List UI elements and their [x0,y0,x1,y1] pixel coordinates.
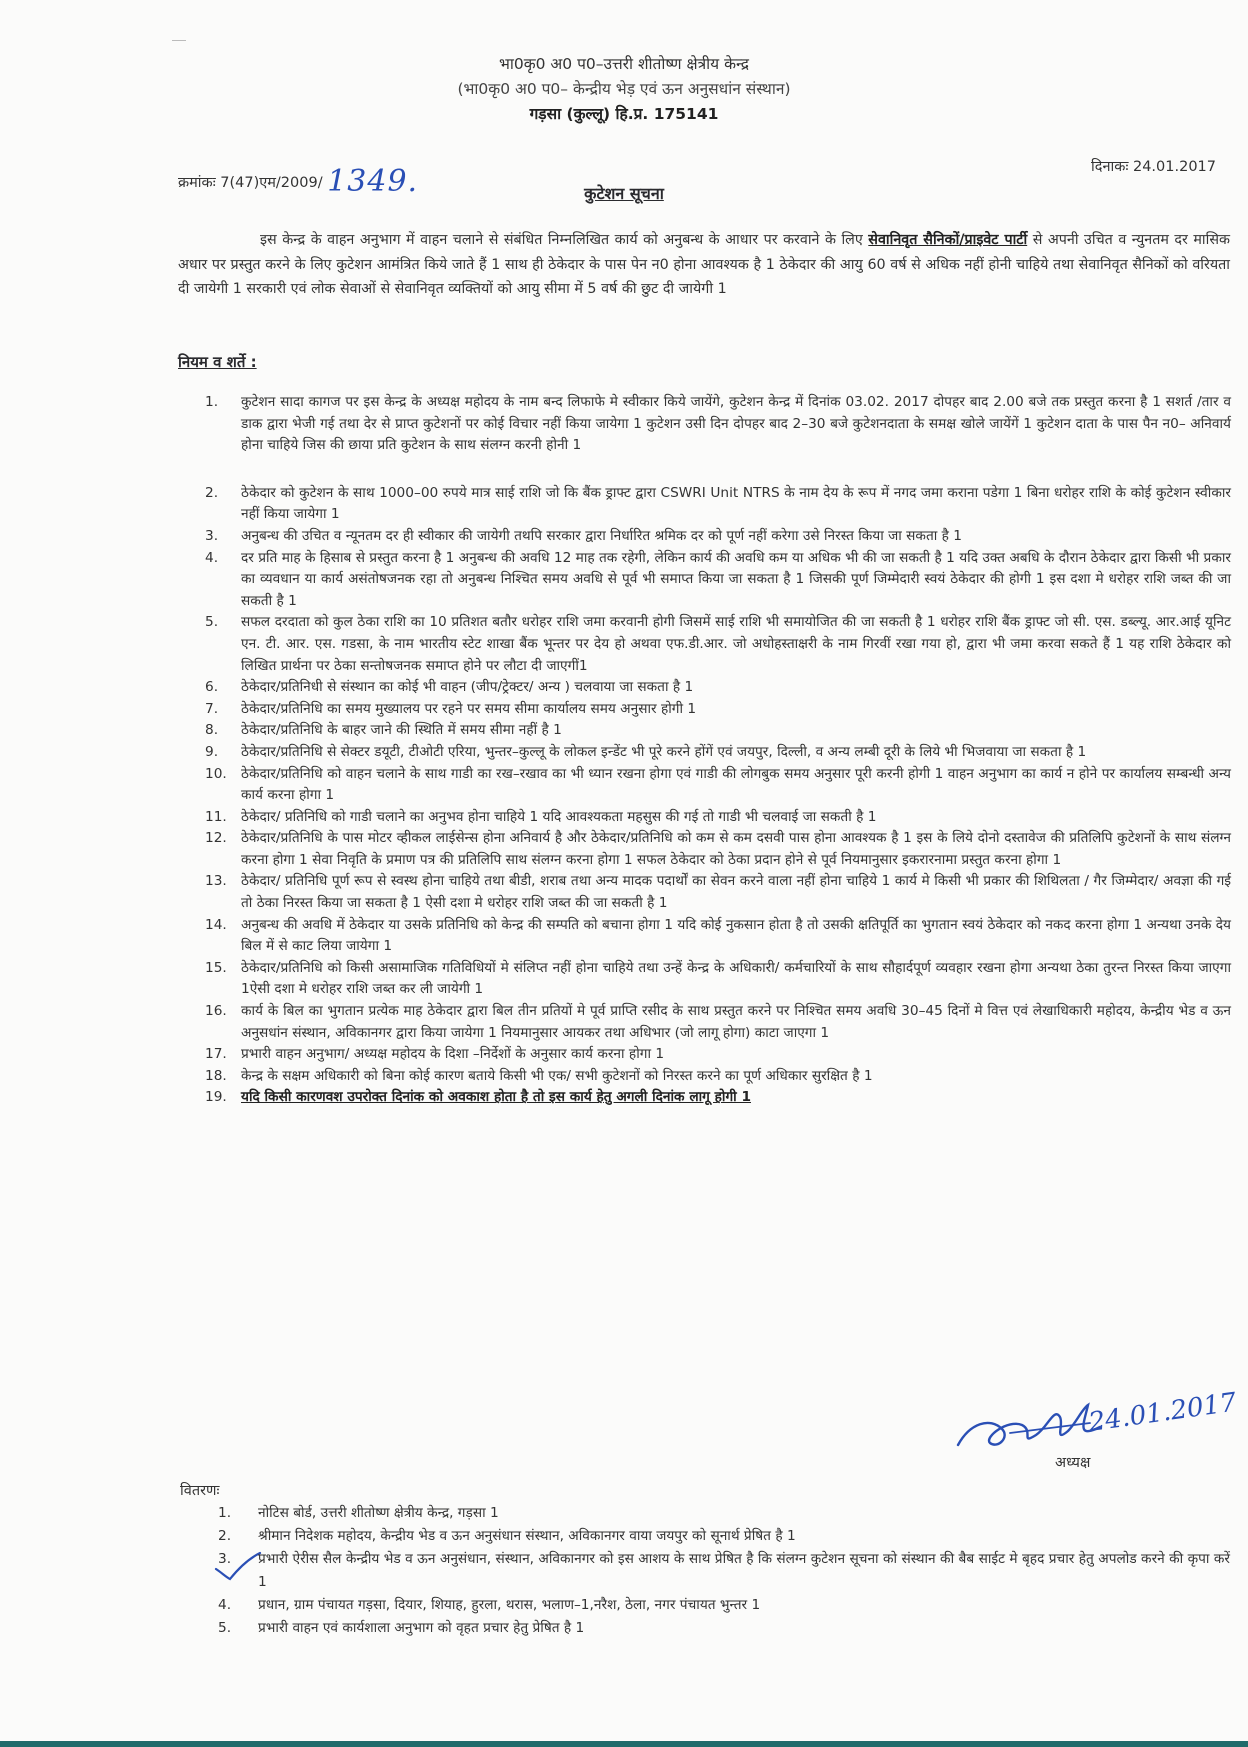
distribution-number: 2. [218,1528,232,1544]
rule-text: ठेकेदार/प्रतिनिधी से संस्थान का कोई भी वाहन (जीप/ट्रेक्टर/ अन्य ) चलवाया जा सकता है 1 [241,679,694,696]
distribution-item [218,1617,1230,1640]
letterhead-line-1: भा0कृ0 अ0 प0–उत्तरी शीतोष्ण क्षेत्रीय केन्द्र [498,55,750,73]
handwritten-reference-number: 1349. [327,164,419,199]
rule-item [205,871,1231,914]
rule-item [205,915,1231,958]
distribution-item [218,1502,1230,1525]
rule-text: ठेकेदार/ प्रतिनिधि पूर्ण रूप से स्वस्थ होना चाहिये तथा बीडी, शराब तथा अन्य मादक पदार्थों का सेवन करने वाला नहीं होना चाहिये 1 कार्य मे किसी भी प्रकार की शिथिलता / गैर जिम्मेदार/ अवज्ञा की गई तो ठेका निरस्त किया जा सकता है 1 ऐसी दशा मे धरोहर राशि जब्त की जा सकती है 1 [241,873,1231,912]
rule-text: अनुबन्ध की अवधि में ठेकेदार या उसके प्रतिनिधि को केन्द्र की सम्पति को बचाना होगा 1 यदि कोई नुकसान होता है तो उसकी क्षतिपूर्ति का भुगतान स्वयं ठेकेदार को नकद करना होगा 1 अन्यथा उनके देय बिल में से काट लिया जायेगा 1 [241,916,1231,955]
rule-text: अनुबन्ध की उचित व न्यूनतम दर ही स्वीकार की जायेगी तथपि सरकार द्वारा निर्धारित श्रमिक दर को पूर्ण नहीं करेगा उसे निरस्त किया जा सकता है 1 [241,527,962,544]
document-date: दिनाकः 24.01.2017 [1091,159,1216,175]
rule-item-highlighted [205,1087,1231,1109]
distribution-item [218,1594,1230,1617]
rule-text: ठेकेदार/प्रतिनिधि से सेक्टर डयूटी, टीओटी एरिया, भुन्तर–कुल्लू के लोकल इन्डेंट भी पूरे करने होंगें एवं जयपुर, दिल्ली, व अन्य लम्बी दूरी के लिये भी भिजवाया जा सकता है 1 [241,743,1087,760]
rules-list [205,392,1231,1109]
letterhead-line-2: (भा0कृ0 अ0 प0– केन्द्रीय भेड़ एवं ऊन अनुसधांन संस्थान) [457,80,791,98]
rule-text: ठेकेदार/प्रतिनिधि के पास मोटर व्हीकल लाईसेन्स होना अनिवार्य है और ठेकेदार/प्रतिनिधि को कम से कम दसवी पास होना आवश्यक है 1 इस के लिये दोनो दस्तावेज की प्रतिलिपि कुटेशनों के साथ संलग्न करना होगा 1 सेवा निवृति के प्रमाण पत्र की प्रतिलिपि साथ संलग्न करना होगा 1 सफल ठेकेदार को ठेका प्रदान होने से पूर्व नियमानुसार इकरारनामा प्रस्तुत करना होगा 1 [241,830,1231,868]
rule-number: 13. [205,873,227,890]
rule-text: ठेकेदार को कुटेशन के साथ 1000–00 रुपये मात्र साई राशि जो कि बैंक ड्राफ्ट द्वारा CSWRI Unit NTRS के नाम देय के रूप में नगद जमा कराना पडेगा 1 बिना धरोहर राशि के कोई कुटेशन स्वीकार नहीं किया जायेगा 1 [241,484,1231,523]
document-title-text: कुटेशन सूचना [584,184,664,203]
signatory-designation: अध्यक्ष [1055,1455,1091,1471]
rules-heading: नियम व शर्ते : [178,353,257,371]
rule-number: 2. [205,484,219,501]
rule-item [205,699,1231,721]
distribution-number: 5. [218,1620,232,1636]
signature-date: 24.01.2017 [1086,1387,1239,1438]
rule-text: केन्द्र के सक्षम अधिकारी को बिना कोई कारण बताये किसी भी एक/ सभी कुटेशनों को निरस्त करने का पूर्ण अधिकार सुरक्षित है 1 [241,1067,873,1084]
rule-item [205,526,1231,548]
rule-number: 14. [205,916,227,933]
rule-text: सफल दरदाता को कुल ठेका राशि का 10 प्रतिशत बतौर धरोहर राशि जमा करवानी होगी जिसमें साई राशि भी समायोजित की जा सकती है 1 धरोहर राशि बैंक ड्राफ्ट जो सी. एस. डब्ल्यू. आर.आई यूनिट एन. टी. आर. एस. गडसा, के नाम भारतीय स्टेट शाखा बैंक भून्तर पर देय हो अथवा एफ.डी.आर. जो अधोहस्ताक्षरी के नाम गिरवीं रखा गया हो, द्वारा भी जमा करवा सकते हैं 1 यह राशि ठेकेदार को लिखित प्रार्थना पर ठेका सन्तोषजनक समाप्त होने पर लौटा दी जाएगीं1 [241,614,1231,674]
rule-number: 5. [205,614,219,631]
reference-label: क्रमांकः 7(47)एम/2009/ [178,175,323,191]
distribution-item [218,1548,1230,1594]
intro-paragraph [178,228,1230,302]
rule-item [205,392,1231,457]
rule-item [205,483,1231,526]
rule-text: ठेकेदार/ प्रतिनिधि को गाडी चलाने का अनुभव होना चाहिये 1 यदि आवश्यकता महसुस की गई तो गाडी भी चलवाई जा सकती है 1 [241,808,877,825]
rule-text: ठेकेदार/प्रतिनिधि को वाहन चलाने के साथ गाडी का रख–रखाव का भी ध्यान रखना होगा एवं गाडी की लोगबुक समय अनुसार पूरी करनी होगी 1 वाहन अनुभाग का कार्य न होने पर कार्यालय सम्बन्धी अन्य कार्य करना होगा 1 [241,765,1231,804]
rule-item [205,807,1231,829]
intro-bold: सेवानिवृत सैनिकों/प्राइवेट पार्टी [868,232,1028,248]
rule-number: 6. [205,679,219,696]
intro-part-1: इस केन्द्र के वाहन अनुभाग में वाहन चलाने से संबंधित निम्नलिखित कार्य को अनुबन्ध के आधार पर करवाने के लिए [260,232,869,248]
rule-item [205,612,1231,677]
rule-text: ठेकेदार/प्रतिनिधि के बाहर जाने की स्थिति में समय सीमा नहीं है 1 [241,722,562,739]
rule-item [205,720,1231,742]
rule-number: 15. [205,959,227,976]
rule-item [205,764,1231,807]
rule-item [205,958,1231,1001]
signature-handwritten [950,1383,1239,1463]
rule-item [205,1001,1231,1044]
distribution-text: प्रभारी वाहन एवं कार्यशाला अनुभाग को वृहत प्रचार हेतु प्रेषित है 1 [258,1620,585,1636]
rule-number: 3. [205,527,219,544]
rule-text: यदि किसी कारणवश उपरोक्त दिनांक को अवकाश होता है तो इस कार्य हेतु अगली दिनांक लागू होगी 1 [241,1089,751,1106]
rule-item [205,1066,1231,1088]
letterhead-address: गड़सा (कुल्लू) हि.प्र. 175141 [529,105,719,123]
document-title [0,182,1248,204]
rule-item [205,677,1231,699]
rule-text: दर प्रति माह के हिसाब से प्रस्तुत करना है 1 अनुबन्ध की अवधि 12 माह तक रहेगी, लेकिन कार्य की अवधि कम या अधिक भी की जा सकती है 1 यदि उक्त अबधि के दौरान ठेकेदार द्वारा किसी भी प्रकार का व्यवधान या कार्य असंतोषजनक रहा तो अनुबन्ध निश्चित समय अवधि से पूर्व भी समाप्त किया जा सकता है 1 जिसकी पूर्ण जिम्मेदारी स्वयं ठेकेदार की होगी 1 इस दशा मे धरोहर राशि जब्त की जा सकती है 1 [241,549,1231,609]
rule-number: 16. [205,1003,227,1020]
distribution-number: 3. [218,1551,232,1567]
distribution-text: प्रभारी ऐरीस सैल केन्द्रीय भेड व ऊन अनुसंधान, संस्थान, अविकानगर को इस आशय के साथ प्रेषित है कि संलग्न कुटेशन सूचना को संस्थान की बैब साईट मे बृहद प्रचार हेतु अपलोड करने की कृपा करें 1 [258,1551,1230,1590]
rule-number: 9. [205,743,219,760]
distribution-item [218,1525,1230,1548]
rule-text: ठेकेदार/प्रतिनिधि का समय मुख्यालय पर रहने पर समय सीमा कार्यालय समय अनुसार होगी 1 [241,700,697,717]
rule-number: 12. [205,830,227,847]
rule-number: 4. [205,549,219,566]
rule-item [205,1044,1231,1066]
rule-text: प्रभारी वाहन अनुभाग/ अध्यक्ष महोदय के दिशा –निर्देशों के अनुसार कार्य करना होगा 1 [241,1046,665,1063]
rule-number: 19. [205,1089,227,1106]
intro-part-2: से अपनी उचित व न्युनतम दर मासिक अधार पर प्रस्तुत करने के लिए कुटेशन आमंत्रित किये जाते हैं 1 साथ ही ठेकेदार के पास पेन न0 होना आवश्यक है 1 ठेकेदार की आयु 60 वर्ष से अधिक नहीं होनी चाहिये तथा सेवानिवृत सैनिकों को वरियता दी जायेगी 1 सरकारी एवं लोक सेवाओं से सेवानिवृत व्यक्तियों को आयु सीमा में 5 वर्ष की छुट दी जायेगी 1 [178,232,1230,297]
distribution-text: श्रीमान निदेशक महोदय, केन्द्रीय भेड व ऊन अनुसंधान संस्थान, अविकानगर वाया जयपुर को सूनार्थ प्रेषित है 1 [258,1528,796,1544]
rule-number: 8. [205,722,219,739]
rule-number: 11. [205,808,227,825]
letterhead [0,52,1248,127]
rule-number: 1. [205,394,219,410]
scan-mark [172,40,186,41]
distribution-heading: वितरणः [180,1483,220,1499]
rule-number: 18. [205,1067,227,1084]
rule-number: 10. [205,765,227,782]
distribution-text: नोटिस बोर्ड, उत्तरी शीतोष्ण क्षेत्रीय केन्द्र, गड़सा 1 [258,1505,499,1521]
distribution-number: 1. [218,1505,232,1521]
rule-text: कुटेशन सादा कागज पर इस केन्द्र के अध्यक्ष महोदय के नाम बन्द लिफाफे मे स्वीकार किये जायेंगे, कुटेशन केन्द्र में दिनांक 03.02. 2017 दोपहर बाद 2.00 बजे तक प्रस्तुत करना है 1 सशर्त /तार व डाक द्वारा भेजी गई तथा देर से प्राप्त कुटेशनों पर कोई विचार नहीं किया जायेगा 1 कुटेशन उसी दिन दोपहर बाद 2–30 बजे कुटेशनदाता के समक्ष खोले जायेंगें 1 कुटेशन दाता के पास पैन न0– अनिवार्य होना चाहिये जिस की छाया प्रति कुटेशन के साथ संलग्न करनी होनी 1 [241,394,1231,454]
rule-number: 7. [205,700,219,717]
rule-number: 17. [205,1046,227,1063]
distribution-text: प्रधान, ग्राम पंचायत गड़सा, दियार, शियाह, हुरला, थरास, भलाण–1,नरैश, ठेला, नगर पंचायत भुन्तर 1 [258,1597,761,1613]
scan-bottom-border [0,1741,1248,1747]
distribution-number: 4. [218,1597,232,1613]
distribution-list [218,1502,1230,1640]
rule-item [205,548,1231,613]
rule-item [205,828,1231,871]
rule-text: कार्य के बिल का भुगतान प्रत्येक माह ठेकेदार द्वारा बिल तीन प्रतियों मे पूर्व प्राप्ति रसीद के साथ प्रस्तुत करने पर निश्चित समय अवधि 30–45 दिनों मे वित्त एवं लेखाधिकारी महोदय, केन्द्रीय भेड व ऊन अनुसधांन संस्थान, अविकानगर द्वारा किया जायेगा 1 नियमानुसार आयकर तथा अधिभार (जो लागू होगा) काटा जाएगा 1 [241,1003,1231,1041]
rule-text: ठेकेदार/प्रतिनिधि को किसी असामाजिक गतिविधियों मे संलिप्त नहीं होना चाहिये तथा उन्हें केन्द्र के अधिकारी/ कर्मचारियों के साथ सौहार्दपूर्ण व्यवहार रखना होगा अन्यथा ठेका तुरन्त निरस्त किया जाएगा 1ऐसी दशा मे धरोहर राशि जब्त कर ली जायेगी 1 [241,959,1231,998]
rule-item [205,742,1231,764]
